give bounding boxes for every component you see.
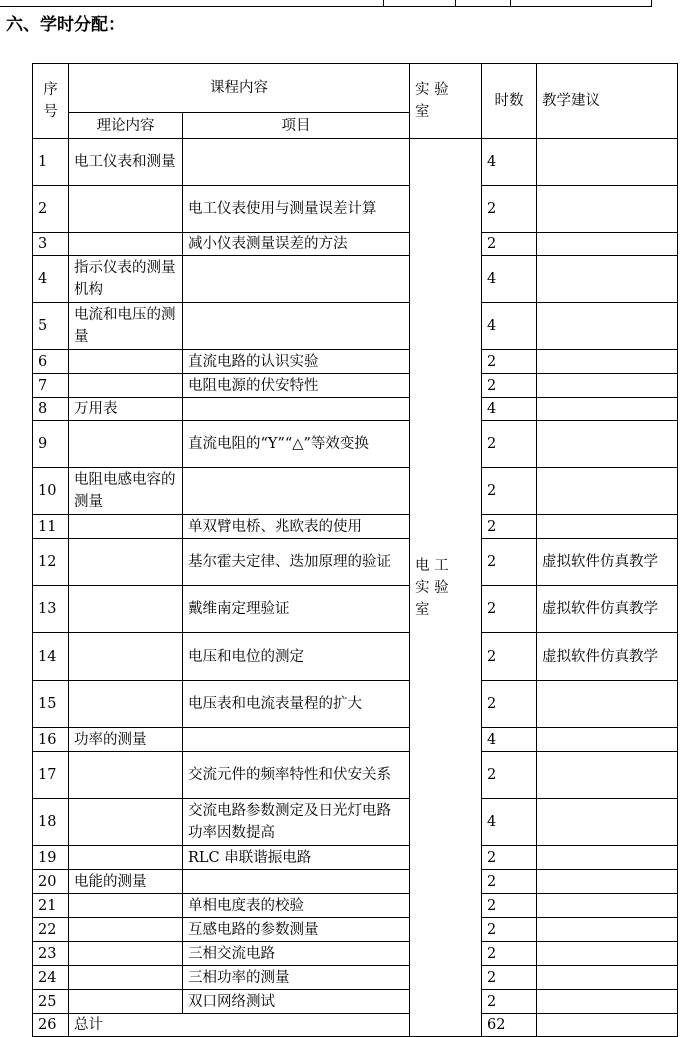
hours-cell: 2 [482,942,537,966]
hours-cell: 2 [482,918,537,942]
row-number-cell: 10 [33,468,69,515]
advice-cell [537,990,678,1014]
row-number-cell: 3 [33,233,69,256]
row-number-cell: 24 [33,966,69,990]
top-rule-tick [651,0,652,7]
advice-cell [537,233,678,256]
theory-cell [69,942,183,966]
hours-cell: 4 [482,398,537,421]
header-advice: 教学建议 [537,64,678,139]
total-label-cell: 总计 [69,1014,410,1037]
table-row [33,421,678,468]
table-row [33,942,678,966]
project-cell: 交流元件的频率特性和伏安关系 [183,752,410,799]
theory-cell [69,846,183,870]
row-number-cell: 4 [33,256,69,303]
project-cell: 电阻电源的伏安特性 [183,374,410,398]
row-number-cell: 23 [33,942,69,966]
total-advice-cell [537,1014,678,1037]
hours-cell: 2 [482,539,537,586]
hours-allocation-table [32,63,678,1037]
table-row [33,303,678,350]
project-cell: 单双臂电桥、兆欧表的使用 [183,515,410,539]
row-number-cell: 2 [33,186,69,233]
project-cell: 戴维南定理验证 [183,586,410,633]
project-cell: 三相交流电路 [183,942,410,966]
hours-cell: 4 [482,303,537,350]
advice-cell [537,186,678,233]
project-cell: 电工仪表使用与测量误差计算 [183,186,410,233]
row-number-cell: 13 [33,586,69,633]
header-seq: 序 号 [33,64,69,139]
project-cell [183,303,410,350]
table-row [33,586,678,633]
advice-cell [537,350,678,374]
row-number-cell: 7 [33,374,69,398]
hours-cell: 2 [482,468,537,515]
project-cell [183,870,410,894]
theory-cell [69,515,183,539]
project-cell [183,468,410,515]
total-hours-cell: 62 [482,1014,537,1037]
table-row [33,752,678,799]
advice-cell [537,303,678,350]
lab-name-cell: 电 工 实 验 室 [410,139,482,1037]
advice-cell [537,421,678,468]
advice-cell: 虚拟软件仿真教学 [537,539,678,586]
hours-cell: 2 [482,374,537,398]
theory-cell: 功率的测量 [69,728,183,752]
hours-cell: 2 [482,233,537,256]
row-number-cell: 19 [33,846,69,870]
hours-cell: 2 [482,186,537,233]
table-row [33,728,678,752]
advice-cell [537,374,678,398]
row-number-cell: 11 [33,515,69,539]
table-row [33,633,678,681]
table-row [33,186,678,233]
theory-cell [69,799,183,846]
theory-cell [69,966,183,990]
theory-cell [69,918,183,942]
hours-cell: 4 [482,799,537,846]
theory-cell [69,539,183,586]
table-row [33,350,678,374]
table-row [33,990,678,1014]
advice-cell [537,515,678,539]
row-number-cell: 1 [33,139,69,186]
advice-cell [537,799,678,846]
table-row [33,918,678,942]
project-cell [183,256,410,303]
theory-cell [69,990,183,1014]
project-cell: 电压和电位的测定 [183,633,410,681]
hours-cell: 2 [482,633,537,681]
theory-cell [69,374,183,398]
top-rule-tick [510,0,511,7]
table-row [33,515,678,539]
advice-cell [537,728,678,752]
project-cell: 互感电路的参数测量 [183,918,410,942]
theory-cell: 电流和电压的测量 [69,303,183,350]
table-row [33,681,678,728]
project-cell: 基尔霍夫定律、迭加原理的验证 [183,539,410,586]
hours-cell: 2 [482,870,537,894]
table-row [33,374,678,398]
advice-cell [537,918,678,942]
header-lab: 实 验 室 [410,64,482,139]
row-number-cell: 12 [33,539,69,586]
theory-cell [69,586,183,633]
row-number-cell: 15 [33,681,69,728]
theory-cell: 电能的测量 [69,870,183,894]
row-number-cell: 5 [33,303,69,350]
theory-cell [69,233,183,256]
row-number-cell: 14 [33,633,69,681]
header-row [33,64,678,113]
row-number-cell: 9 [33,421,69,468]
table-row [33,894,678,918]
table-row [33,139,678,186]
row-number-cell: 20 [33,870,69,894]
project-cell: 直流电路的认识实验 [183,350,410,374]
row-number-cell: 17 [33,752,69,799]
project-cell [183,728,410,752]
advice-cell [537,752,678,799]
section-title: 六、学时分配： [6,15,125,35]
header-course-content: 课程内容 [69,64,410,113]
table-row [33,539,678,586]
row-number-cell: 6 [33,350,69,374]
row-number-cell: 8 [33,398,69,421]
row-number-cell: 18 [33,799,69,846]
header-hours: 时数 [482,64,537,139]
hours-cell: 4 [482,139,537,186]
project-cell: 电压表和电流表量程的扩大 [183,681,410,728]
project-cell [183,139,410,186]
advice-cell [537,398,678,421]
hours-cell: 2 [482,586,537,633]
top-rule-tick [383,0,384,7]
header-theory: 理论内容 [69,113,183,139]
total-row [33,1014,678,1037]
theory-cell [69,633,183,681]
table-body [33,64,678,1037]
theory-cell: 万用表 [69,398,183,421]
advice-cell [537,846,678,870]
hours-cell: 2 [482,350,537,374]
advice-cell [537,894,678,918]
theory-cell [69,421,183,468]
table-row [33,799,678,846]
hours-cell: 4 [482,728,537,752]
table-row [33,966,678,990]
theory-cell [69,350,183,374]
hours-cell: 2 [482,990,537,1014]
theory-cell [69,894,183,918]
project-cell: RLC 串联谐振电路 [183,846,410,870]
theory-cell: 电工仪表和测量 [69,139,183,186]
hours-cell: 2 [482,894,537,918]
hours-cell: 2 [482,846,537,870]
project-cell: 交流电路参数测定及日光灯电路功率因数提高 [183,799,410,846]
hours-cell: 2 [482,752,537,799]
advice-cell [537,942,678,966]
theory-cell: 指示仪表的测量机构 [69,256,183,303]
theory-cell [69,752,183,799]
theory-cell [69,186,183,233]
table-row [33,398,678,421]
project-cell: 减小仪表测量误差的方法 [183,233,410,256]
advice-cell: 虚拟软件仿真教学 [537,586,678,633]
top-rule [0,6,652,7]
project-cell: 直流电阻的“Y”“△”等效变换 [183,421,410,468]
table-row [33,468,678,515]
hours-cell: 2 [482,421,537,468]
advice-cell [537,966,678,990]
table-row [33,233,678,256]
row-number-cell: 25 [33,990,69,1014]
advice-cell [537,681,678,728]
table-row [33,846,678,870]
project-cell: 三相功率的测量 [183,966,410,990]
table-row [33,870,678,894]
hours-cell: 2 [482,515,537,539]
advice-cell [537,256,678,303]
row-number-cell: 22 [33,918,69,942]
advice-cell [537,870,678,894]
advice-cell [537,139,678,186]
row-number-cell: 21 [33,894,69,918]
project-cell [183,398,410,421]
project-cell: 单相电度表的校验 [183,894,410,918]
header-project: 项目 [183,113,410,139]
advice-cell [537,468,678,515]
theory-cell [69,681,183,728]
row-number-cell: 16 [33,728,69,752]
hours-cell: 2 [482,681,537,728]
table-row [33,256,678,303]
project-cell: 双口网络测试 [183,990,410,1014]
hours-cell: 2 [482,966,537,990]
theory-cell: 电阻电感电容的测量 [69,468,183,515]
top-rule-tick [455,0,456,7]
advice-cell: 虚拟软件仿真教学 [537,633,678,681]
total-number-cell: 26 [33,1014,69,1037]
hours-cell: 4 [482,256,537,303]
